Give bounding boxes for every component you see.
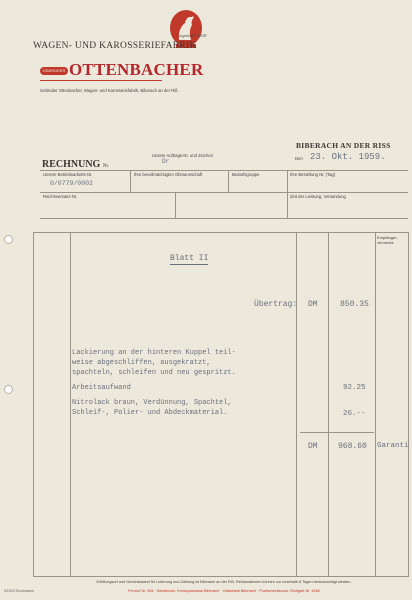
order-number-label: Unsere Auftrags-Nr. und Zeichen: [152, 153, 213, 158]
founded-text: Gegründet 1818: [177, 33, 207, 38]
order-number-value: Dr: [162, 158, 170, 165]
total-rule: [300, 432, 374, 433]
city-name: BIBERACH AN DER RISS: [296, 141, 391, 150]
dispatch-time-label: Zeit der Leistung, Versandung: [290, 194, 346, 199]
authorized-label: Ihre bevollmächtigten Obmannschaft: [134, 172, 203, 177]
total-currency: DM: [308, 442, 318, 451]
operation-number-value: 0/0779/0002: [50, 180, 93, 187]
field-divider-3: [287, 170, 288, 192]
footer-bank-info: Fernruf Nr. 561 · Bankkonto: Kreissparkasse Biberach · Volksbank Biberach · Postscheckkonto: Stuttgart Nr. 4465: [128, 589, 320, 593]
item-1-line: spachteln, schleifen und neu gespritzt.: [72, 369, 236, 377]
form-stamp: 53/303 Drucksache: [4, 589, 35, 593]
carryover-currency: DM: [308, 300, 318, 309]
item-1-line: Lackierung an der hinteren Kuppel teil-: [72, 349, 236, 357]
table-column-4: [375, 232, 376, 577]
table-column-2: [296, 232, 297, 577]
field-divider-4: [175, 192, 176, 218]
item-2-amount: 26.--: [343, 410, 366, 418]
customer-order-label: Ihre Bestellung Nr. (Tag): [290, 172, 336, 177]
invoice-number-label: Nr.: [102, 164, 110, 169]
invoice-title-text: RECHNUNG: [42, 159, 101, 170]
invoice-title: [42, 159, 109, 170]
recipient-notes-header: Empfänger-vermerke: [377, 235, 398, 245]
item-2-description: [72, 398, 232, 418]
sheet-label-underline: [170, 264, 208, 265]
carryover-amount: 850.35: [340, 300, 369, 309]
labor-label: Arbeitsaufwand: [72, 384, 131, 392]
punch-hole-bottom: [4, 385, 13, 394]
field-grid-bottom: [40, 218, 408, 219]
field-divider-5: [287, 192, 288, 218]
carryover-label: Übertrag:: [254, 300, 298, 309]
item-1-description: [72, 348, 236, 378]
sheet-label: Blatt II: [170, 254, 209, 263]
item-2-line: Nitrolack braun, Verdünnung, Spachtel,: [72, 399, 232, 407]
table-column-1: [70, 232, 71, 577]
field-divider-1: [130, 170, 131, 192]
reference-number-label: Reichsversanz-Nr.: [43, 194, 78, 199]
footer-terms: Erfüllungsort und Gerichtsstand für Lieferung und Zahlung ist Biberach an der Riß. Reklamationen können nur innerhalb 8 Tagen berücksichtigt werden.: [96, 580, 352, 584]
table-column-3: [328, 232, 329, 577]
item-2-line: Schleif-, Polier- und Abdeckmaterial.: [72, 409, 228, 417]
field-divider-2: [228, 170, 229, 192]
field-grid-middle: [40, 192, 408, 193]
field-grid-top: [40, 170, 408, 171]
brand-underline: [40, 80, 162, 81]
brand-name: OTTENBACHER: [69, 60, 204, 79]
date-label: Den: [295, 156, 303, 161]
company-line: WAGEN- UND KAROSSERIEFABRIK: [33, 41, 197, 51]
punch-hole-top: [4, 235, 13, 244]
sender-line: Gebrüder Ottenbacher, Wagen- und Karosseriefabrik, Biberach an der Riß: [40, 88, 178, 93]
item-1-line: weise abgeschliffen, ausgekratzt,: [72, 359, 211, 367]
invoice-date: 23. Okt. 1959.: [310, 152, 386, 162]
warranty-note: Garanti: [377, 442, 409, 450]
brand-badge: [40, 67, 68, 75]
labor-amount: 92.25: [343, 384, 366, 392]
brand-small-label: GEBRÜDER: [42, 68, 66, 73]
operation-number-label: Unsere Betriebsarbeits-Nr.: [43, 172, 93, 177]
total-amount: 968.60: [338, 442, 367, 451]
demand-group-label: Bedarfsgruppe: [232, 172, 260, 177]
